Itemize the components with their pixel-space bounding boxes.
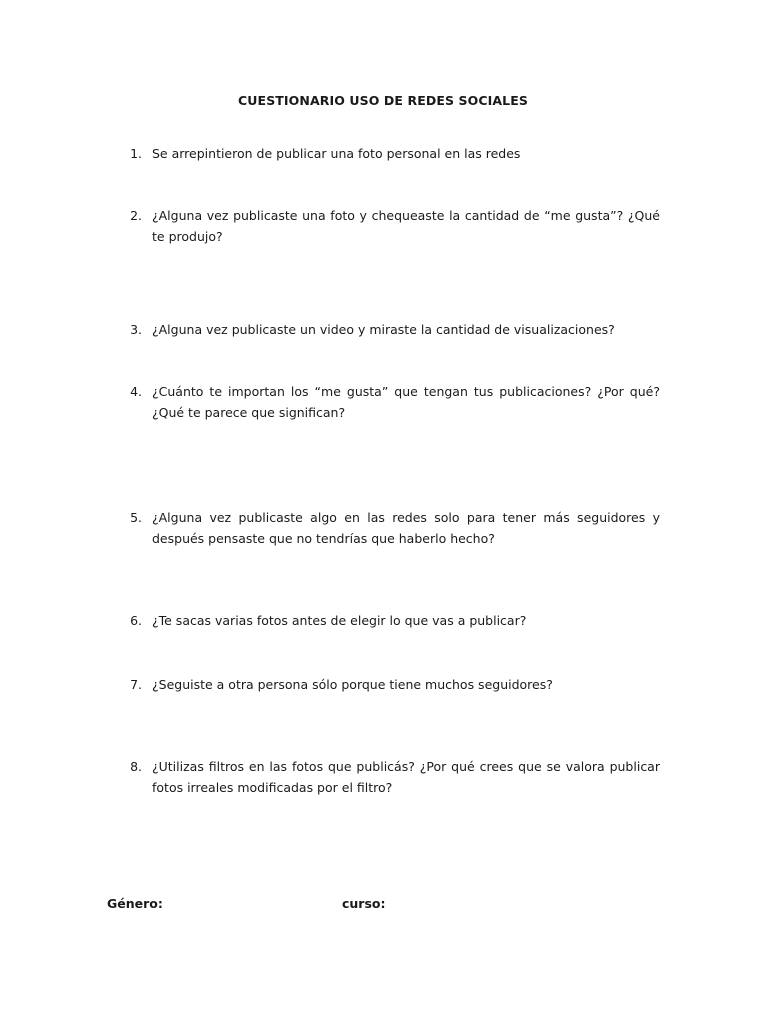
- genero-label: Género:: [107, 896, 163, 911]
- document-title: CUESTIONARIO USO DE REDES SOCIALES: [238, 93, 528, 108]
- question-8: [120, 756, 660, 798]
- question-number: 2.: [130, 208, 142, 223]
- question-text: ¿Seguiste a otra persona sólo porque tiene muchos seguidores?: [152, 677, 553, 692]
- question-4: [120, 381, 660, 423]
- question-number: 8.: [130, 759, 142, 774]
- question-5: [120, 507, 660, 549]
- question-text: ¿Te sacas varias fotos antes de elegir lo que vas a publicar?: [152, 613, 527, 628]
- question-number: 4.: [130, 384, 142, 399]
- question-number: 6.: [130, 613, 142, 628]
- question-2: [120, 205, 660, 247]
- question-number: 7.: [130, 677, 142, 692]
- question-7: [120, 674, 660, 695]
- question-number: 5.: [130, 510, 142, 525]
- question-text: ¿Cuánto te importan los “me gusta” que tengan tus publicaciones? ¿Por qué? ¿Qué te parece que significan?: [152, 384, 660, 420]
- question-text: ¿Utilizas filtros en las fotos que publicás? ¿Por qué crees que se valora publicar fotos irreales modificadas por el filtro?: [152, 759, 660, 795]
- question-number: 1.: [130, 146, 142, 161]
- question-text: ¿Alguna vez publicaste algo en las redes solo para tener más seguidores y después pensaste que no tendrías que haberlo hecho?: [152, 510, 660, 546]
- question-text: ¿Alguna vez publicaste una foto y chequeaste la cantidad de “me gusta”? ¿Qué te produjo?: [152, 208, 660, 244]
- question-6: [120, 610, 660, 631]
- curso-label: curso:: [342, 896, 386, 911]
- question-number: 3.: [130, 322, 142, 337]
- question-1: [120, 143, 660, 164]
- question-text: Se arrepintieron de publicar una foto personal en las redes: [152, 146, 521, 161]
- question-3: [120, 319, 660, 340]
- question-text: ¿Alguna vez publicaste un video y miraste la cantidad de visualizaciones?: [152, 322, 615, 337]
